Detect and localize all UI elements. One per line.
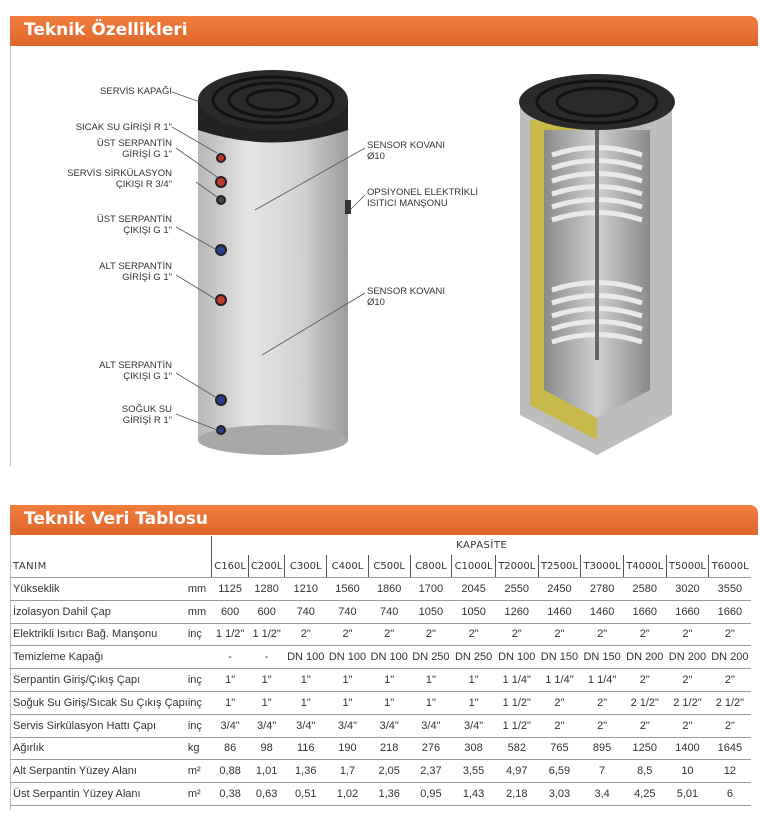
table-cell: 582 [495,737,538,760]
table-cell: 1250 [623,737,666,760]
table-cell: 1,7 [327,760,369,783]
label-line: SOĞUK SU [121,404,172,415]
table-cell: 2" [666,623,709,646]
row-label: Soğuk Su Giriş/Sıcak Su Çıkış Çapı [10,691,188,714]
table-cell: 5,01 [666,783,709,806]
table-cell: 0,51 [285,783,327,806]
table-cell: 2" [709,714,751,737]
model-header: C800L [410,555,452,578]
table-cell: 0,95 [410,783,452,806]
table-cell: DN 250 [452,646,496,669]
table-cell: 1050 [452,600,496,623]
row-unit [188,646,212,669]
model-header: C200L [248,555,285,578]
model-header: C300L [285,555,327,578]
table-cell: 7 [581,760,624,783]
table-cell: 1" [410,691,452,714]
table-cell: DN 100 [285,646,327,669]
table-cell: 1" [327,669,369,692]
table-cell: 1460 [538,600,581,623]
table-row [10,623,751,646]
table-row [10,783,751,806]
table-cell: 276 [410,737,452,760]
table-cell: 1" [248,691,285,714]
table-row [10,669,751,692]
label-line: ÇIKIŞI G 1" [123,371,172,382]
table-cell: 1210 [285,578,327,601]
label-line: Ø10 [367,297,385,308]
label-cold-water-inlet [60,404,172,426]
row-unit: kg [188,737,212,760]
table-cell: 2" [581,714,624,737]
table-cell: 2045 [452,578,496,601]
label-hot-water-inlet [60,122,172,133]
table-row [10,600,751,623]
tanim-header: TANIM [10,555,212,578]
table-cell: 2780 [581,578,624,601]
table-row [10,691,751,714]
row-label: Ağırlık [10,737,188,760]
table-cell: DN 200 [623,646,666,669]
row-label: Üst Serpantin Yüzey Alanı [10,783,188,806]
table-cell: 10 [666,760,709,783]
table-cell: 98 [248,737,285,760]
table-cell: DN 100 [368,646,410,669]
table-cell: 2 1/2" [709,691,751,714]
table-cell: 308 [452,737,496,760]
table-cell: 3,4 [581,783,624,806]
table-cell: DN 150 [538,646,581,669]
label-line: OPSİYONEL ELEKTRİKLİ [367,187,479,198]
table-cell: 2" [285,623,327,646]
model-header: C160L [212,555,249,578]
label-line: SERVİS SİRKÜLASYON [67,168,172,179]
table-cell: 2,37 [410,760,452,783]
table-cell: 1,36 [368,783,410,806]
table-cell: 2" [452,623,496,646]
table-cell: 3,55 [452,760,496,783]
table-cell: DN 250 [410,646,452,669]
table-cell: 600 [248,600,285,623]
model-header: T2500L [538,555,581,578]
table-cell: 600 [212,600,249,623]
table-cell: 1280 [248,578,285,601]
table-cell: 1" [452,691,496,714]
row-label: Alt Serpantin Yüzey Alanı [10,760,188,783]
row-unit: inç [188,623,212,646]
table-cell: 2" [581,623,624,646]
table-cell: 0,38 [212,783,249,806]
table-cell: 1" [285,691,327,714]
row-label: Servis Sirkülasyon Hattı Çapı [10,714,188,737]
table-cell: 1660 [666,600,709,623]
table-cell: 3550 [709,578,751,601]
label-line: ISITICI MANŞONU [367,198,448,209]
row-label: İzolasyon Dahil Çap [10,600,188,623]
row-unit: inç [188,669,212,692]
table-cell: 218 [368,737,410,760]
table-cell: 2580 [623,578,666,601]
table-cell: 2 1/2" [623,691,666,714]
table-cell: DN 100 [327,646,369,669]
table-cell: 1" [410,669,452,692]
table-cell: 740 [368,600,410,623]
table-cell: 0,88 [212,760,249,783]
table-cell: DN 100 [495,646,538,669]
table-cell: 765 [538,737,581,760]
label-line: Ø10 [367,151,385,162]
row-label: Temizleme Kapağı [10,646,188,669]
table-cell: 3/4" [368,714,410,737]
table-header-row [10,536,751,555]
table-cell: 1125 [212,578,249,601]
table-cell: 8,5 [623,760,666,783]
table-cell: 1" [452,669,496,692]
table-cell: 6 [709,783,751,806]
table-cell: 740 [327,600,369,623]
table-cell: 3/4" [285,714,327,737]
table-cell: 2" [410,623,452,646]
model-header: C400L [327,555,369,578]
model-header: T3000L [581,555,624,578]
table-cell: 2" [538,691,581,714]
row-label: Yükseklik [10,578,188,601]
table-cell: 2" [666,714,709,737]
table-cell: 86 [212,737,249,760]
table-cell: 2,05 [368,760,410,783]
table-cell: 1645 [709,737,751,760]
table-cell: 2" [623,714,666,737]
table-cell: 1,02 [327,783,369,806]
row-unit: mm [188,600,212,623]
table-cell: 2" [623,623,666,646]
label-sensor-pocket-2 [367,286,445,308]
table-cell: 3/4" [248,714,285,737]
table-cell: 1,36 [285,760,327,783]
table-cell: 1" [248,669,285,692]
table-header-row [10,555,751,578]
table-cell: 2" [581,691,624,714]
table-cell: 1 1/4" [581,669,624,692]
table-cell: 1" [368,691,410,714]
table-cell: 1460 [581,600,624,623]
row-unit: m² [188,783,212,806]
table-cell: 1050 [410,600,452,623]
table-cell: 2" [623,669,666,692]
table-cell: 2" [368,623,410,646]
table-cell: 1 1/2" [212,623,249,646]
label-sensor-pocket-1 [367,140,445,162]
label-line: SERVİS KAPAĞI [100,86,172,97]
table-cell: 2" [709,623,751,646]
table-cell: 0,63 [248,783,285,806]
table-cell: 1400 [666,737,709,760]
section-title: Teknik Veri Tablosu [24,509,208,529]
table-cell: 4,97 [495,760,538,783]
label-line: ÇIKIŞI G 1" [123,225,172,236]
label-line: GİRİŞİ R 1" [122,415,172,426]
table-row [10,578,751,601]
table-row [10,737,751,760]
table-cell: 2 1/2" [666,691,709,714]
table-cell: 1 1/4" [538,669,581,692]
kapasite-header: KAPASİTE [212,536,751,555]
label-line: SENSOR KOVANI [367,286,445,297]
label-line: ALT SERPANTİN [99,360,172,371]
table-cell: 6,59 [538,760,581,783]
table-cell: 2" [666,669,709,692]
table-cell: 1 1/2" [248,623,285,646]
table-cell: DN 200 [666,646,709,669]
table-cell: - [248,646,285,669]
model-header: T6000L [709,555,751,578]
table-cell: 1660 [623,600,666,623]
table-cell: 1 1/2" [495,691,538,714]
table-cell: 2,18 [495,783,538,806]
table-cell: 1260 [495,600,538,623]
table-cell: - [212,646,249,669]
model-header: T4000L [623,555,666,578]
label-service-cover [60,86,172,97]
table-cell: 1" [212,669,249,692]
table-cell: 1" [212,691,249,714]
label-upper-coil-outlet [60,214,172,236]
table-cell: 1700 [410,578,452,601]
header-blank [10,536,212,555]
table-row [10,714,751,737]
table-cell: 895 [581,737,624,760]
model-header: T5000L [666,555,709,578]
table-cell: 3020 [666,578,709,601]
label-upper-coil-inlet [60,138,172,160]
row-unit: mm [188,578,212,601]
label-line: SICAK SU GİRİŞİ R 1" [75,122,172,133]
section-title: Teknik Özellikleri [24,20,188,40]
table-cell: 3/4" [452,714,496,737]
table-cell: 3/4" [410,714,452,737]
table-cell: 1 1/4" [495,669,538,692]
table-cell: 2550 [495,578,538,601]
model-header: T2000L [495,555,538,578]
label-service-circulation [60,168,172,190]
table-cell: 1" [368,669,410,692]
table-cell: 1" [285,669,327,692]
row-label: Elektrikli Isıtıcı Bağ. Manşonu [10,623,188,646]
table-cell: 1 1/2" [495,714,538,737]
table-cell: 1560 [327,578,369,601]
label-lower-coil-inlet [60,261,172,283]
label-line: GİRİŞİ G 1" [122,272,172,283]
table-cell: 116 [285,737,327,760]
technical-data-table [10,536,751,806]
row-unit: inç [188,714,212,737]
label-electric-heater-sleeve [367,187,478,209]
section-header-teknik-veri-tablosu [10,505,758,535]
row-unit: inç [188,691,212,714]
table-cell: 3,03 [538,783,581,806]
label-line: ÇIKIŞI R 3/4" [115,179,172,190]
label-line: ALT SERPANTİN [99,261,172,272]
table-cell: 2" [709,669,751,692]
table-cell: DN 200 [709,646,751,669]
label-line: GİRİŞİ G 1" [122,149,172,160]
table-cell: 2" [495,623,538,646]
table-cell: 1" [327,691,369,714]
table-cell: 190 [327,737,369,760]
row-label: Serpantin Giriş/Çıkış Çapı [10,669,188,692]
table-cell: 2" [538,714,581,737]
table-cell: 2450 [538,578,581,601]
label-line: SENSOR KOVANI [367,140,445,151]
table-cell: 2" [327,623,369,646]
model-header: C500L [368,555,410,578]
label-line: ÜST SERPANTİN [96,214,172,225]
table-row [10,646,751,669]
table-cell: 1,43 [452,783,496,806]
row-unit: m² [188,760,212,783]
model-header: C1000L [452,555,496,578]
table-cell: 740 [285,600,327,623]
table-row [10,760,751,783]
table-cell: 2" [538,623,581,646]
table-cell: 1860 [368,578,410,601]
table-cell: 3/4" [327,714,369,737]
table-cell: 1660 [709,600,751,623]
table-cell: 1,01 [248,760,285,783]
label-lower-coil-outlet [60,360,172,382]
label-line: ÜST SERPANTİN [96,138,172,149]
table-cell: 12 [709,760,751,783]
table-cell: 3/4" [212,714,249,737]
table-cell: 4,25 [623,783,666,806]
table-cell: DN 150 [581,646,624,669]
